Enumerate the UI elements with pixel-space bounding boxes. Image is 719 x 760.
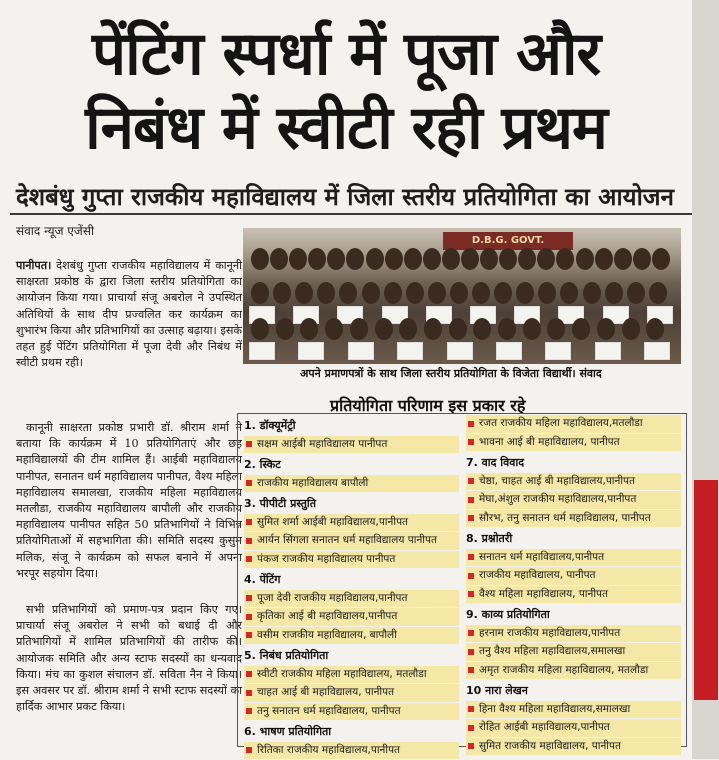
winner-text: रितिका राजकीय महाविद्यालय,पानीपत [257, 743, 401, 756]
certificate [397, 342, 423, 360]
certificate [595, 342, 621, 360]
result-category: 7. वाद विवाद [466, 456, 525, 469]
result-winner [466, 662, 681, 680]
person-figure [547, 318, 565, 340]
result-category: 4. पेंटिंग [244, 573, 281, 586]
winner-text: रजत राजकीय महिला महाविद्यालय,मतलौडा [479, 417, 643, 429]
person-figure [560, 282, 578, 304]
winner-text: हरनाम राजकीय महाविद्यालय,पानीपत [479, 626, 621, 639]
bullet-icon [468, 649, 474, 655]
winner-text: रोहित आईबी महाविद्यालय,पानीपत [479, 721, 610, 733]
person-figure [251, 282, 269, 304]
winner-text: स्वीटी राजकीय महिला महाविद्यालय, मतलौडा [257, 667, 427, 680]
person-figure [572, 318, 590, 340]
winner-text: राजकीय महाविद्यालय बापौली [257, 476, 369, 489]
person-figure [339, 282, 357, 304]
person-figure [404, 248, 422, 270]
article-paragraph-1-text: देशबंधु गुप्ता राजकीय महाविद्यालय में कानूनी साक्षरता प्रकोष्ठ के द्वारा जिला स्तरीय प्रतियोगिता का आयोजन किया गया। प्राचार्या संजू अबरोल ने उपस्थित अतिथियों के साथ दीप प्रज्वलित कर कार्यक्रम का शुभारंभ किया और प्रतिभागियों का उत्साह बढ़ाया। इसके तहत हुई पेंटिंग प्रतियोगिता में पूजा देवी और निबंध में स्वीटी प्रथम रही। [16, 259, 242, 370]
result-winner [244, 666, 459, 684]
result-category: 10 नारा लेखन [466, 684, 528, 697]
person-figure [473, 318, 491, 340]
winner-text: भावना आई बी महाविद्यालय, पानीपत [479, 435, 620, 448]
person-figure [276, 318, 294, 340]
result-winner [244, 703, 459, 721]
winner-text: मेघा,अंशुल राजकीय महाविद्यालय,पानीपत [479, 493, 637, 505]
winner-text: पंकज राजकीय महाविद्यालय पानीपत [257, 552, 396, 565]
winner-text: आर्यन सिंगला सनातन धर्म महाविद्यालय पानीपत [257, 534, 437, 546]
person-figure [538, 282, 556, 304]
winner-text: तनु वैश्य महिला महाविद्यालय,समालखा [479, 645, 626, 657]
result-winner [244, 551, 459, 569]
article-paragraph-3: सभी प्रतिभागियों को प्रमाण-पत्र प्रदान किए गए। प्राचार्या संजू अबरोल ने सभी को बधाई दी और प्रतिभागियों में शामिल प्रतिभागियों की तारीफ की। आयोजक समिति और अन्य स्टाफ सदस्यों का धन्यवाद किया। मंच का कुशल संचालन डॉ. सविता नैन ने किया। इस अवसर पर डॉ. श्रीराम शर्मा ने सभी स्टाफ सदस्यों का हार्दिक आभार प्रकट किया। [16, 603, 242, 714]
person-figure [317, 282, 335, 304]
result-winner [244, 590, 459, 608]
result-category: 5. निबंध प्रतियोगिता [244, 649, 329, 662]
person-figure [627, 282, 645, 304]
person-figure [362, 282, 380, 304]
person-figure [428, 282, 446, 304]
result-winner [466, 701, 681, 719]
divider [10, 213, 692, 215]
bullet-icon [468, 497, 474, 503]
result-winner [466, 719, 681, 737]
bullet-icon [246, 519, 252, 525]
bullet-icon [468, 591, 474, 597]
photo-caption: अपने प्रमाणपत्रों के साथ जिला स्तरीय प्रतियोगिता के विजेता विद्यार्थी। संवाद [300, 367, 602, 380]
bullet-icon [246, 671, 252, 677]
headline-line-1: पेंटिंग स्पर्धा में पूजा और [92, 19, 600, 89]
person-figure [366, 248, 384, 270]
person-figure [325, 318, 343, 340]
bullet-icon [246, 480, 252, 486]
person-figure [251, 248, 269, 270]
person-figure [251, 318, 269, 340]
subheadline: देशबंधु गुप्ता राजकीय महाविद्यालय में जिला स्तरीय प्रतियोगिता का आयोजन [16, 183, 674, 211]
bullet-icon [468, 515, 474, 521]
result-winner [466, 491, 681, 509]
winner-text: हिना वैश्य महिला महाविद्यालय,समालखा [479, 702, 631, 715]
headline-line-2: निबंध में स्वीटी रही प्रथम [85, 93, 607, 163]
result-winner [244, 608, 459, 626]
bullet-icon [468, 725, 474, 731]
winner-text: चाहत आई बी महाविद्यालय, पानीपत [257, 686, 395, 698]
article-paragraph-1 [16, 257, 242, 371]
result-winner [466, 586, 681, 604]
bullet-icon [246, 538, 252, 544]
person-figure [498, 318, 516, 340]
person-figure [646, 318, 664, 340]
results-right-column [466, 414, 681, 756]
bullet-icon [468, 478, 474, 484]
person-figure [346, 248, 364, 270]
certificate [447, 342, 473, 360]
result-winner [466, 738, 681, 756]
bullet-icon [246, 690, 252, 696]
person-figure [350, 318, 368, 340]
result-winner [244, 532, 459, 550]
person-figure [516, 282, 534, 304]
person-figure [406, 282, 424, 304]
person-figure [556, 248, 574, 270]
bullet-icon [246, 595, 252, 601]
person-figure [399, 318, 417, 340]
person-figure [605, 282, 623, 304]
person-figure [461, 248, 479, 270]
person-figure [270, 248, 288, 270]
result-category: 9. काव्य प्रतियोगिता [466, 608, 550, 621]
person-figure [583, 282, 601, 304]
person-figure [300, 318, 318, 340]
person-figure [308, 248, 326, 270]
person-figure [622, 318, 640, 340]
bullet-icon [468, 706, 474, 712]
person-figure [652, 248, 670, 270]
result-winner [244, 514, 459, 532]
winner-text: सुमित शर्मा आईबी महाविद्यालय,पानीपत [257, 515, 409, 528]
result-winner [244, 475, 459, 493]
person-figure [327, 248, 345, 270]
person-figure [442, 248, 460, 270]
bullet-icon [246, 632, 252, 638]
person-figure [537, 248, 555, 270]
bullet-icon [468, 421, 474, 427]
result-category: 2. स्किट [244, 458, 281, 471]
bullet-icon [246, 708, 252, 714]
person-figure [424, 318, 442, 340]
bullet-icon [468, 573, 474, 579]
person-figure [375, 318, 393, 340]
certificate [496, 342, 522, 360]
winner-text: चेष्ठा, चाहत आई बी महाविद्यालय,पानीपत [479, 474, 636, 487]
person-figure [273, 282, 291, 304]
winner-text: सक्षम आईबी महाविद्यालय पानीपत [257, 437, 388, 450]
bullet-icon [468, 743, 474, 749]
certificate [644, 342, 670, 360]
winner-text: वसीम राजकीय महाविद्यालय, बापौली [257, 628, 397, 641]
winner-text: सुमित राजकीय महाविद्यालय, पानीपत [479, 739, 621, 752]
bullet-icon [468, 630, 474, 636]
photo-banner: D.B.G. GOVT. [443, 232, 573, 250]
results-box [237, 413, 687, 756]
person-figure [595, 248, 613, 270]
winner-text: पूजा देवी राजकीय महाविद्यालय,पानीपत [257, 591, 408, 604]
person-figure [597, 318, 615, 340]
result-winner [466, 473, 681, 491]
person-figure [633, 248, 651, 270]
certificate [249, 342, 275, 360]
bullet-icon [468, 554, 474, 560]
bullet-icon [246, 556, 252, 562]
person-figure [450, 282, 468, 304]
certificate [348, 342, 374, 360]
certificate [545, 342, 571, 360]
result-winner [244, 684, 459, 702]
result-winner [244, 436, 459, 454]
person-figure [472, 282, 490, 304]
person-figure [295, 282, 313, 304]
person-figure [289, 248, 307, 270]
person-figure [576, 248, 594, 270]
winner-text: वैश्य महिला महाविद्यालय, पानीपत [479, 587, 609, 600]
result-winner [466, 567, 681, 585]
result-winner [466, 549, 681, 567]
winner-text: सौरभ, तनु सनातन धर्म महाविद्यालय, पानीपत [479, 511, 651, 524]
result-winner [466, 510, 681, 528]
dateline: पानीपत। [16, 258, 52, 272]
person-figure [385, 248, 403, 270]
results-left-column [244, 414, 459, 760]
result-winner [244, 627, 459, 645]
result-winner [466, 643, 681, 661]
winner-text: तनु सनातन धर्म महाविद्यालय, पानीपत [257, 704, 401, 717]
byline: संवाद न्यूज एजेंसी [16, 224, 95, 238]
person-figure [423, 248, 441, 270]
bullet-icon [246, 441, 252, 447]
winner-text: राजकीय महाविद्यालय, पानीपत [479, 569, 596, 581]
person-figure [494, 282, 512, 304]
bullet-icon [468, 439, 474, 445]
result-category: 3. पीपीटी प्रस्तुति [244, 497, 317, 510]
person-figure [614, 248, 632, 270]
result-winner [466, 625, 681, 643]
bullet-icon [246, 747, 252, 753]
result-category: 8. प्रश्नोतरी [466, 532, 513, 545]
winner-text: अमृत राजकीय महिला महाविद्यालय, मतलौडा [479, 663, 649, 676]
certificate [298, 342, 324, 360]
article-paragraph-2: कानूनी साक्षरता प्रकोष्ठ प्रभारी डॉ. श्रीराम शर्मा ने बताया कि कार्यक्रम में 10 प्रतियोगिताएं और छह महाविद्यालयों की टीम शामिल हैं। आईबी महाविद्यालय पानीपत, सनातन धर्म महाविद्यालय पानीपत, वैश्य महिला महाविद्यालय समालखा, राजकीय महिला महाविद्यालय मतलौडा, राजकीय महाविद्यालय बापौली और राजकीय महाविद्यालय पानीपत सहित 50 प्रतिभागियों ने विभिन्न प्रतियोगिताओं में सहभागिता की। समिति सदस्य कुसुम मलिक, संजू ने कार्यक्रम को सफल बनाने में अपना भरपूर सहयोग दिया। [16, 421, 242, 580]
person-figure [518, 248, 536, 270]
result-category: 1. डॉक्यूमेंट्री [244, 419, 296, 432]
winner-text: कृतिका आई बी महाविद्यालय,पानीपत [257, 610, 398, 622]
person-figure [449, 318, 467, 340]
result-category: 6. भाषण प्रतियोगिता [244, 725, 332, 738]
winners-group-photo [243, 228, 681, 364]
results-title: प्रतियोगिता परिणाम इस प्रकार रहे [330, 396, 526, 415]
person-figure [480, 248, 498, 270]
result-winner [466, 415, 681, 433]
result-winner [244, 742, 459, 760]
person-figure [499, 248, 517, 270]
result-winner [466, 434, 681, 452]
winner-text: सनातन धर्म महाविद्यालय,पानीपत [479, 550, 605, 563]
bullet-icon [468, 667, 474, 673]
person-figure [523, 318, 541, 340]
adjacent-page-red-block [694, 480, 718, 700]
person-figure [384, 282, 402, 304]
person-figure [649, 282, 667, 304]
bullet-icon [246, 614, 252, 620]
